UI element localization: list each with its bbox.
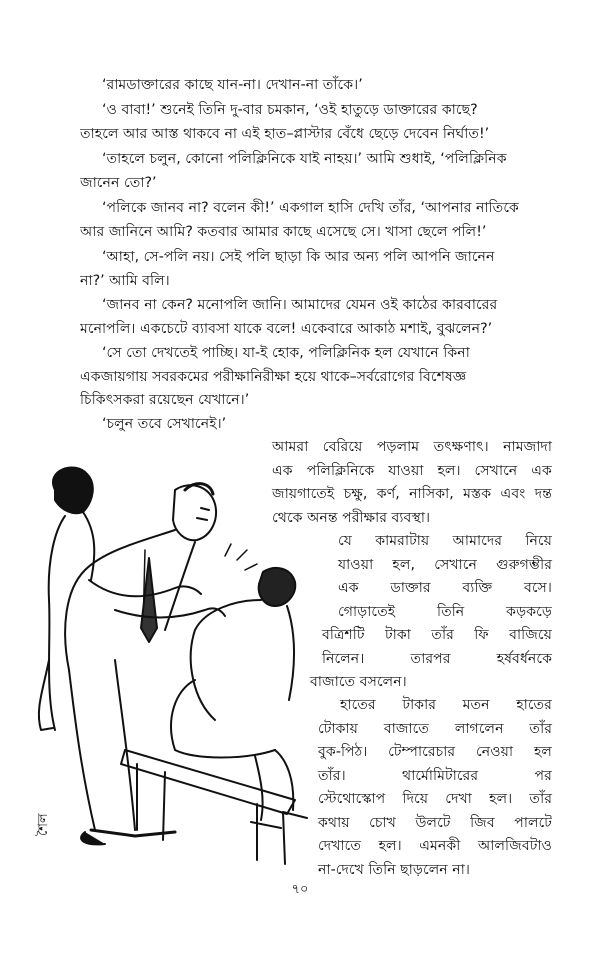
text-line: একজায়গায় সবরকমের পরীক্ষানিরীক্ষা হয়ে থাকে–সর্বরোগের বিশেষজ্ঞ bbox=[80, 368, 467, 385]
wrap-paragraph-2 bbox=[310, 530, 552, 695]
paragraph-6 bbox=[80, 294, 552, 341]
text-line: হাতের টাকার মতন হাতের bbox=[340, 697, 552, 713]
wrap-paragraph-3 bbox=[318, 694, 552, 882]
text-line: ‘তাহলে চলুন, কোনো পলিক্লিনিকে যাই নাহয়।’ আমি শুধাই, ‘পলিক্লিনিক bbox=[102, 151, 507, 167]
text-line: ‘রামডাক্তারের কাছে যান-না। দেখান-না তাঁকে।’ bbox=[102, 77, 363, 93]
text-line: এক ডাক্তার ব্যক্তি বসে। bbox=[338, 580, 552, 596]
text-line: ‘সে তো দেখতেই পাচ্ছি। যা-ই হোক, পলিক্লিনিক হল যেখানে কিনা bbox=[102, 345, 470, 361]
text-line: ‘জানব না কেন? মনোপলি জানি। আমাদের যেমন ওই কাঠের কারবারের bbox=[102, 297, 498, 313]
paragraph-8 bbox=[80, 413, 552, 437]
text-line: টোকায় বাজাতে লাগলেন তাঁর bbox=[318, 720, 552, 737]
text-line: আর জানিনে আমি? কতবার আমার কাছে এসেছে সে। খাসা ছেলে পলি!’ bbox=[80, 223, 487, 240]
text-line: দেখাতে হল। এমনকী আলজিবটাও bbox=[318, 838, 552, 854]
text-line: স্টেথোস্কোপ দিয়ে দেখা হল। তাঁর bbox=[318, 791, 552, 807]
text-line: জানেন তো?’ bbox=[80, 174, 157, 191]
paragraph-2 bbox=[80, 99, 552, 146]
paragraph-1 bbox=[80, 74, 552, 98]
text-line: বুক-পিঠ। টেম্পারেচার নেওয়া হল bbox=[318, 744, 552, 760]
page-number: ৭০ bbox=[291, 882, 309, 897]
paragraph-5 bbox=[80, 246, 552, 293]
text-line: যে কামরাটায় আমাদের নিয়ে bbox=[338, 533, 552, 549]
text-line: বাজাতে বসলেন। bbox=[310, 674, 407, 690]
text-line: এক পলিক্লিনিকে যাওয়া হল। সেখানে এক bbox=[272, 462, 552, 479]
text-line: জায়গাতেই চক্ষু, কর্ণ, নাসিকা, মস্তক এবং দন্ত bbox=[272, 486, 552, 502]
text-line: তাঁর। থার্মোমিটারের পর bbox=[318, 767, 552, 784]
text-line: গোড়াতেই তিনি কড়কড়ে bbox=[338, 603, 552, 620]
text-line: কথায় চোখ উলটে জিব পালটে bbox=[318, 814, 552, 831]
paragraph-3 bbox=[80, 148, 552, 195]
text-line: না?’ আমি বলি। bbox=[80, 272, 170, 289]
text-line: ‘চলুন তবে সেখানেই।’ bbox=[102, 416, 227, 432]
text-line: ‘ও বাবা!’ শুনেই তিনি দু-বার চমকান, ‘ওই হাতুড়ে ডাক্তারের কাছে? bbox=[102, 102, 478, 118]
text-line: বত্রিশটি টাকা তাঁর ফি বাজিয়ে bbox=[322, 627, 552, 643]
text-line: মনোপলি। একচেটে ব্যাবসা যাকে বলে! একেবারে আকাঠ মশাই, বুঝলেন?’ bbox=[80, 320, 493, 337]
text-line: নিলেন। তারপর হর্ষবর্ধনকে bbox=[322, 650, 552, 667]
text-line: না-দেখে তিনি ছাড়লেন না। bbox=[318, 861, 470, 878]
paragraph-7 bbox=[80, 342, 552, 413]
text-line: আমরা বেরিয়ে পড়লাম তৎক্ষণাৎ। নামজাদা bbox=[272, 439, 552, 455]
paragraph-4 bbox=[80, 197, 552, 244]
text-line: থেকে অনন্ত পরীক্ষার ব্যবস্থা। bbox=[272, 509, 431, 526]
text-line: যাওয়া হল, সেখানে গুরুগম্ভীর bbox=[338, 556, 552, 573]
text-line: ‘পলিকে জানব না? বলেন কী!’ একগাল হাসি দেখি তাঁর, ‘আপনার নাতিকে bbox=[102, 200, 519, 216]
text-line: চিকিৎসকরা রয়েছেন যেখানে।’ bbox=[80, 392, 250, 408]
doctor-examination-illustration bbox=[25, 460, 325, 870]
text-line: ‘আহা, সে-পলি নয়। সেই পলি ছাড়া কি আর অন্য পলি আপনি জানেন bbox=[102, 249, 495, 265]
text-line: তাহলে আর আস্ত থাকবে না এই হাত–প্লাস্টার বেঁধে ছেড়ে দেবেন নির্ঘাত!’ bbox=[80, 125, 490, 142]
artist-signature: শৈল bbox=[36, 813, 51, 836]
